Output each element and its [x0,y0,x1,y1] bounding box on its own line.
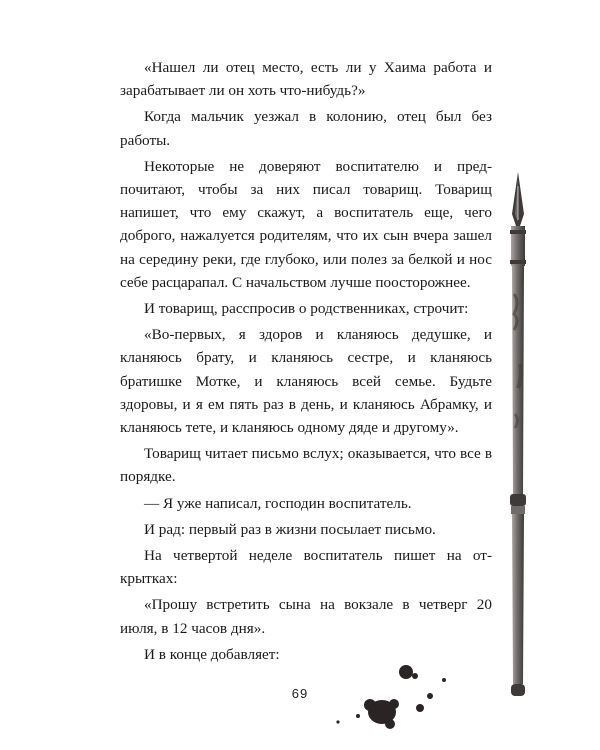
paragraph: — Я уже написал, господин воспитатель. [144,494,412,512]
pen-nib-illustration [482,164,562,714]
paragraph: «Прошу встретить сына на вокзале в четверг 20 июля, в 12 часов дня». [120,596,492,637]
paragraph: И в конце добавляет: [144,645,280,663]
paragraph: И товарищ, расспросив о родственниках, строчит: [144,300,469,318]
paragraph: Когда мальчик уезжал в колонию, отец был без работы. [120,108,492,149]
page-number: 69 [291,686,309,701]
paragraph: И рад: первый раз в жизни посылает письмо. [144,520,436,538]
paragraph: «Во-первых, я здоров и кланяюсь дедушке, и кланяюсь брату, и кланяюсь сестре, и кланяюсь братишке Мотке, и кланяюсь всей семье. Будьте здоровы, и я ем пять раз в день, и кланяюсь Абрамку, и кланяюсь тете, и кланяюсь одному дяде и другому». [120,326,492,437]
paragraph: «Нашел ли отец место, есть ли у Хаима работа и зарабатывает ли он хоть что-нибудь?» [120,59,492,100]
paragraph: На четвертой неделе воспитатель пишет на открытках: [120,547,492,588]
paragraph: Товарищ читает письмо вслух; оказывается, что все в порядке. [120,445,492,486]
paragraph: Некоторые не доверяют воспитателю и предпочитают, чтобы за них писал товарищ. Товарищ напишет, что ему скажут, а воспитатель еще, чего доброго, нажалуется родителям, что их сын вчера зашел на середину реки, где глубоко, или полез за белкой и нос себе расцарапал. С начальством лучше поосторожнее. [120,157,492,291]
body-text [120,56,492,666]
